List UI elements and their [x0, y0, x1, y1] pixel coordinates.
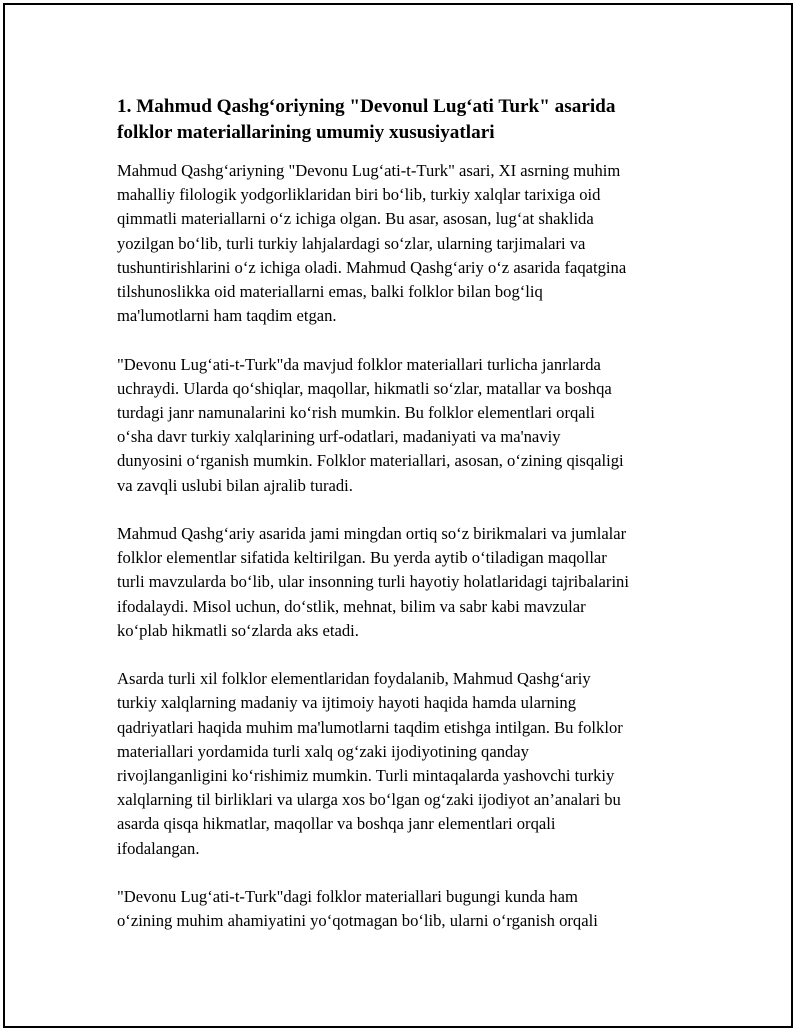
text-line: turli mavzularda bo‘lib, ular insonning turli hayotiy holatlaridagi tajribalarini [117, 572, 629, 592]
heading-line: folklor materiallarining umumiy xususiyatlari [117, 122, 495, 143]
text-line: tilshunoslikka oid materiallarni emas, balki folklor bilan bog‘liq [117, 282, 543, 302]
text-line: turkiy xalqlarning madaniy va ijtimoiy hayoti haqida hamda ularning [117, 693, 576, 713]
text-line: yozilgan bo‘lib, turli turkiy lahjalardagi so‘zlar, ularning tarjimalari va [117, 233, 586, 253]
text-line: asarda qisqa hikmatlar, maqollar va boshqa janr elementlari orqali [117, 814, 556, 834]
text-line: ko‘plab hikmatli so‘zlarda aks etadi. [117, 620, 359, 640]
text-line: folklor elementlar sifatida keltirilgan. Bu yerda aytib o‘tiladigan maqollar [117, 548, 607, 568]
text-line: dunyosini o‘rganish mumkin. Folklor materiallari, asosan, o‘zining qisqaligi [117, 451, 624, 471]
text-line: Asarda turli xil folklor elementlaridan foydalanib, Mahmud Qashg‘ariy [117, 669, 591, 689]
document-body [117, 94, 697, 958]
paragraph-2 [117, 353, 697, 498]
text-line: mahalliy filologik yodgorliklaridan biri bo‘lib, turkiy xalqlar tarixiga oid [117, 185, 601, 205]
paragraph-1 [117, 159, 697, 328]
text-line: rivojlanganligini ko‘rishimiz mumkin. Turli mintaqalarda yashovchi turkiy [117, 766, 615, 786]
text-line: "Devonu Lug‘ati-t-Turk"da mavjud folklor materiallari turlicha janrlarda [117, 354, 601, 374]
paragraph-3 [117, 522, 697, 643]
text-line: materiallari yordamida turli xalq og‘zaki ijodiyotining qanday [117, 741, 529, 761]
text-line: turdagi janr namunalarini ko‘rish mumkin. Bu folklor elementlari orqali [117, 403, 595, 423]
text-line: ma'lumotlarni ham taqdim etgan. [117, 306, 337, 326]
text-line: o‘zining muhim ahamiyatini yo‘qotmagan bo‘lib, ularni o‘rganish orqali [117, 911, 598, 931]
text-line: Mahmud Qashg‘ariyning "Devonu Lug‘ati-t-Turk" asari, XI asrning muhim [117, 161, 621, 180]
paragraph-4 [117, 667, 697, 861]
text-line: ifodalaydi. Misol uchun, do‘stlik, mehnat, bilim va sabr kabi mavzular [117, 596, 586, 616]
text-line: o‘sha davr turkiy xalqlarining urf-odatlari, madaniyati va ma'naviy [117, 427, 561, 447]
text-line: Mahmud Qashg‘ariy asarida jami mingdan ortiq so‘z birikmalari va jumlalar [117, 524, 627, 544]
section-heading [117, 94, 697, 146]
text-line: ifodalangan. [117, 838, 200, 858]
text-line: qimmatli materiallarni o‘z ichiga olgan. Bu asar, asosan, lug‘at shaklida [117, 209, 594, 229]
text-line: tushuntirishlarini o‘z ichiga oladi. Mahmud Qashg‘ariy o‘z asarida faqatgina [117, 257, 627, 277]
text-line: uchraydi. Ularda qo‘shiqlar, maqollar, hikmatli so‘zlar, matallar va boshqa [117, 378, 612, 398]
text-line: "Devonu Lug‘ati-t-Turk"dagi folklor materiallari bugungi kunda ham [117, 887, 578, 907]
heading-line: 1. Mahmud Qashg‘oriyning "Devonul Lug‘ati Turk" asarida [117, 96, 616, 117]
paragraph-5 [117, 885, 697, 933]
text-line: xalqlarning til birliklari va ularga xos bo‘lgan og‘zaki ijodiyot an’analari bu [117, 790, 621, 810]
text-line: va zavqli uslubi bilan ajralib turadi. [117, 475, 353, 495]
text-line: qadriyatlari haqida muhim ma'lumotlarni taqdim etishga intilgan. Bu folklor [117, 717, 623, 737]
